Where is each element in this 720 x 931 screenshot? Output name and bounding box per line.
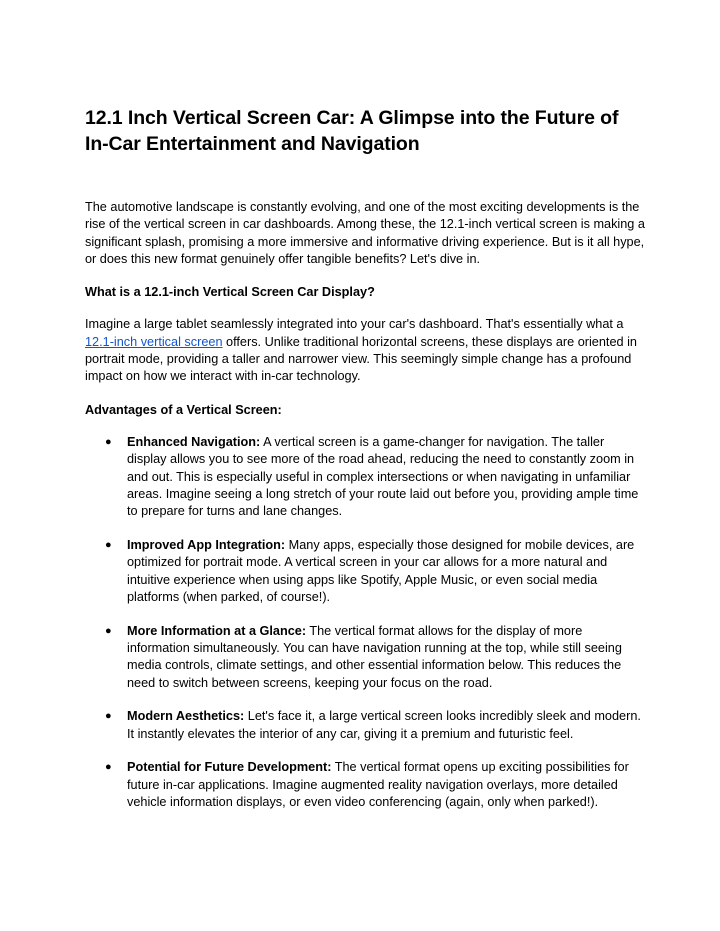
section-paragraph-what-is — [85, 316, 645, 385]
bullet-icon: ● — [105, 538, 112, 551]
bullet-icon: ● — [105, 624, 112, 637]
list-item-title: More Information at a Glance: — [127, 623, 307, 638]
list-item-text: The vertical format opens up exciting possibilities for future in-car applications. Imagine augmented reality navigation overlays, more detailed vehicle information displays, or even video conferencing (again, only when parked!). — [127, 760, 629, 810]
list-item-text: The vertical format allows for the display of more information simultaneously. You can have navigation running at the top, while still seeing media controls, climate settings, and other essential information below. This reduces the need to switch between screens, keeping your focus on the road. — [127, 623, 622, 690]
list-item-title: Potential for Future Development: — [127, 760, 332, 775]
list-item-title: Modern Aesthetics: — [127, 709, 245, 724]
list-item-text: Many apps, especially those designed for mobile devices, are optimized for portrait mode. A vertical screen in your car allows for a more natural and intuitive experience when using apps like Spotify, Apple Music, or even social media platforms (when parked, of course!). — [127, 537, 635, 604]
list-item — [85, 537, 645, 606]
document-page — [85, 105, 645, 828]
paragraph-text-after-link: offers. Unlike traditional horizontal screens, these displays are oriented in portrait mode, providing a taller and narrower view. This seemingly simple change has a profound impact on how we interact with in-car technology. — [85, 334, 637, 384]
bullet-icon: ● — [105, 761, 112, 774]
intro-paragraph: The automotive landscape is constantly evolving, and one of the most exciting developments is the rise of the vertical screen in car dashboards. Among these, the 12.1-inch vertical screen is making a significant splash, promising a more immersive and informative driving experience. But is it all hype, or does this new format genuinely offer tangible benefits? Let's dive in. — [85, 200, 645, 266]
list-item — [85, 623, 645, 692]
list-item — [85, 434, 645, 520]
page-title: 12.1 Inch Vertical Screen Car: A Glimpse into the Future of In-Car Entertainment and Navigation — [85, 107, 619, 155]
bullet-icon: ● — [105, 435, 112, 448]
vertical-screen-link[interactable]: 12.1-inch vertical screen — [85, 334, 223, 349]
paragraph-text-before-link: Imagine a large tablet seamlessly integrated into your car's dashboard. That's essentially what a — [85, 317, 624, 332]
list-item — [85, 708, 645, 743]
list-item — [85, 759, 645, 811]
list-item-text: Let's face it, a large vertical screen looks incredibly sleek and modern. It instantly elevates the interior of any car, giving it a premium and futuristic feel. — [127, 709, 641, 741]
list-item-title: Improved App Integration: — [127, 537, 286, 552]
advantages-list — [85, 434, 645, 811]
section-heading-advantages: Advantages of a Vertical Screen: — [85, 402, 282, 417]
bullet-icon: ● — [105, 710, 112, 723]
section-heading-what-is: What is a 12.1-inch Vertical Screen Car Display? — [85, 285, 375, 300]
list-item-title: Enhanced Navigation: — [127, 434, 261, 449]
list-item-text: A vertical screen is a game-changer for navigation. The taller display allows you to see more of the road ahead, reducing the need to constantly zoom in and out. This is especially useful in complex intersections or when navigating in unfamiliar areas. Imagine seeing a long stretch of your route laid out before you, providing ample time to prepare for turns and lane changes. — [127, 434, 639, 519]
